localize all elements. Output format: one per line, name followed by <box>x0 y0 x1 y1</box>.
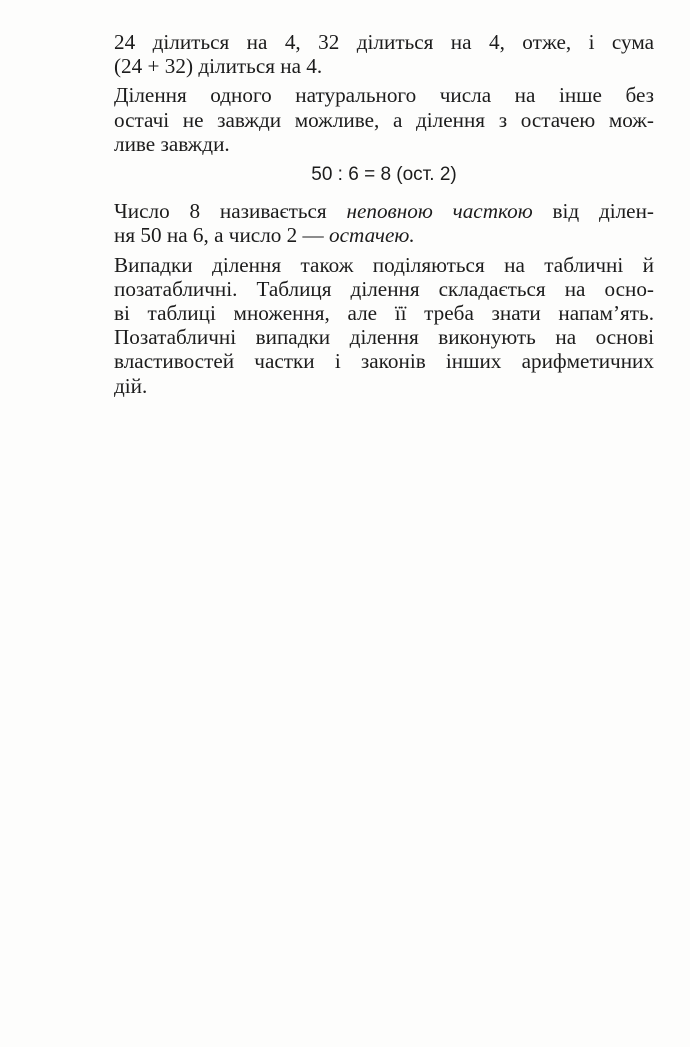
text-line: ливе завжди. <box>114 131 230 156</box>
text-fragment: Число 8 називається <box>114 199 347 224</box>
text-line: 24 ділиться на 4, 32 ділиться на 4, отже, і сума <box>114 30 654 54</box>
paragraph-division-remainder <box>114 83 654 156</box>
paragraph-table-cases <box>114 253 654 398</box>
division-formula: 50 : 6 = 8 (ост. 2) <box>311 164 457 186</box>
text-line: остачі не завжди можливе, а ділення з остачею мож- <box>114 107 654 132</box>
text-fragment: від ділен- <box>532 199 654 224</box>
paragraph-sum-divisibility <box>114 30 654 78</box>
text-line: ві таблиці множення, але її треба знати напам’ять. <box>114 301 654 326</box>
text-line <box>114 223 654 247</box>
term-incomplete-quotient: неповною часткою <box>346 199 533 224</box>
term-remainder: остачею. <box>329 223 415 248</box>
text-line: властивостей частки і законів інших арифметичних <box>114 349 654 374</box>
text-fragment: ня 50 на 6, а число 2 — <box>114 223 330 248</box>
text-line: позатабличні. Таблиця ділення складається на осно- <box>114 276 654 301</box>
text-block <box>114 30 654 403</box>
text-line: Випадки ділення також поділяються на табличні й <box>114 252 654 277</box>
text-line: Ділення одного натурального числа на інше без <box>114 83 654 108</box>
text-line <box>114 199 654 223</box>
text-line: (24 + 32) ділиться на 4. <box>114 54 323 79</box>
text-line: Позатабличні випадки ділення виконують на основі <box>114 325 654 350</box>
text-line: дій. <box>114 373 148 398</box>
paragraph-definitions <box>114 199 654 247</box>
